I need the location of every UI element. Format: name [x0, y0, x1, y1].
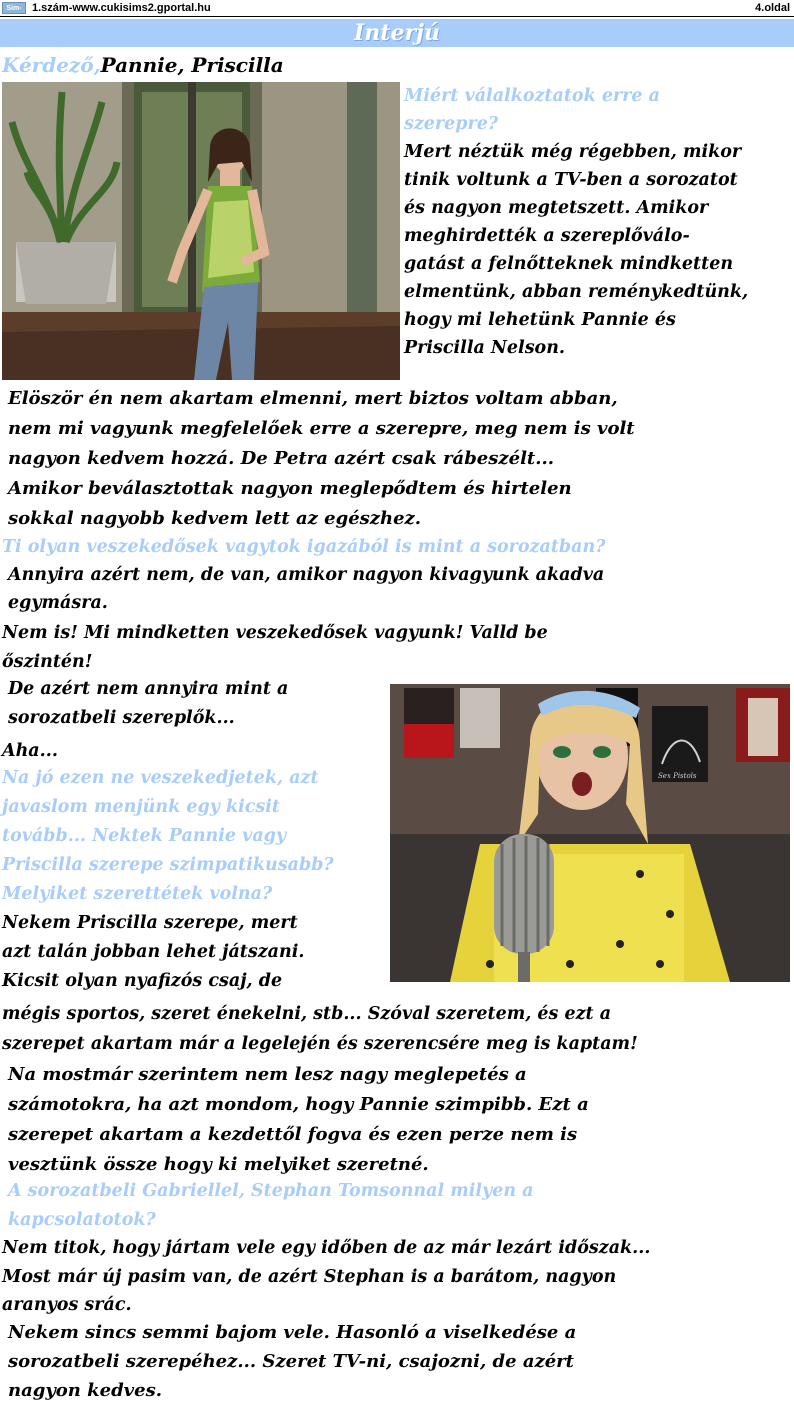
answer-3-line-1: Annyira azért nem, de van, amikor nagyon kivagyunk akadva: [8, 565, 605, 585]
question-4-line-1: A sorozatbeli Gabriellel, Stephan Tomsonnal milyen a: [8, 1181, 534, 1201]
answer-1-line-1: Mert néztük még régebben, mikor: [404, 142, 742, 162]
answer-7-line-2: azt talán jobban lehet játszani.: [2, 942, 305, 962]
question-4-line-2: kapcsolatotok?: [8, 1210, 156, 1230]
photo-girl-dancing: [2, 82, 400, 380]
answer-9-line-2: Most már új pasim van, de azért Stephan is a barátom, nagyon: [2, 1267, 617, 1287]
page-number: 4.oldal: [755, 2, 790, 14]
answer-10-line-1: Nekem sincs semmi bajom vele. Hasonló a viselkedése a: [8, 1322, 577, 1343]
answer-2-line-4: Amikor beválasztottak nagyon meglepődtem és hirtelen: [8, 478, 572, 499]
question-1-line-2: szerepre?: [404, 114, 499, 134]
header-divider: [0, 16, 794, 17]
question-3-line-5: Melyiket szerettétek volna?: [2, 884, 273, 904]
page-title: Interjú: [0, 19, 794, 47]
answer-1-line-6: elmentünk, abban reménykedtünk,: [404, 282, 749, 302]
answer-6: Aha...: [2, 741, 58, 761]
answer-9-line-1: Nem titok, hogy jártam vele egy időben de az már lezárt időszak...: [2, 1238, 651, 1258]
answer-8-line-3: szerepet akartam a kezdettől fogva és ezen perze nem is: [8, 1124, 578, 1145]
answer-7-line-1: Nekem Priscilla szerepe, mert: [2, 913, 298, 933]
poster-text: Sex Pistols: [658, 772, 697, 780]
photo-girl-singing-microphone: [390, 684, 790, 982]
question-3-line-1: Na jó ezen ne veszekedjetek, azt: [2, 768, 319, 788]
answer-2-line-3: nagyon kedvem hozzá. De Petra azért csak rábeszélt...: [8, 448, 555, 469]
answer-4-line-1: Nem is! Mi mindketten veszekedősek vagyunk! Valld be: [2, 623, 548, 643]
answer-1-line-2: tinik voltunk a TV-ben a sorozatot: [404, 170, 738, 190]
answer-5-line-1: De azért nem annyira mint a: [8, 679, 289, 699]
answer-10-line-2: sorozatbeli szerepéhez... Szeret TV-ni, csajozni, de azért: [8, 1351, 574, 1372]
question-2: Ti olyan veszekedősek vagytok igazából is mint a sorozatban?: [2, 537, 606, 557]
question-3-line-2: javaslom menjünk egy kicsit: [2, 797, 280, 817]
answer-2-line-1: Elöször én nem akartam elmenni, mert biztos voltam abban,: [8, 388, 618, 409]
answer-5-line-2: sorozatbeli szereplők...: [8, 708, 235, 728]
answer-7-line-3: Kicsit olyan nyafizós csaj, de: [2, 971, 283, 991]
answer-1-line-5: gatást a felnőtteknek mindketten: [404, 254, 734, 274]
answer-7-line-4: mégis sportos, szeret énekelni, stb... Szóval szeretem, és ezt a: [2, 1004, 612, 1024]
question-3-line-4: Priscilla szerepe szimpatikusabb?: [2, 855, 334, 875]
answer-8-line-1: Na mostmár szerintem nem lesz nagy meglepetés a: [8, 1064, 527, 1085]
answer-8-line-4: vesztünk össze hogy ki melyiket szeretné.: [8, 1154, 429, 1175]
site-logo: Sim-: [2, 2, 26, 14]
answer-1-line-3: és nagyon megtetszett. Amikor: [404, 198, 709, 218]
site-address: 1.szám-www.cukisims2.gportal.hu: [32, 2, 211, 14]
answer-4-line-2: őszintén!: [2, 652, 93, 672]
question-1-line-1: Miért válalkoztatok erre a: [404, 86, 660, 106]
question-3-line-3: tovább... Nektek Pannie vagy: [2, 826, 287, 846]
answer-2-line-2: nem mi vagyunk megfelelőek erre a szerepre, meg nem is volt: [8, 418, 635, 439]
answer-1-line-8: Priscilla Nelson.: [404, 338, 566, 358]
answer-7-line-5: szerepet akartam már a legelején és szerencsére meg is kaptam!: [2, 1034, 638, 1054]
answer-1-line-4: meghirdették a szereplőválo-: [404, 226, 690, 246]
answer-2-line-5: sokkal nagyobb kedvem lett az egészhez.: [8, 508, 422, 529]
answer-9-line-3: aranyos srác.: [2, 1295, 132, 1315]
byline-interviewer: Kérdező,: [2, 53, 101, 77]
byline: [2, 51, 284, 79]
answer-1-line-7: hogy mi lehetünk Pannie és: [404, 310, 676, 330]
answer-10-line-3: nagyon kedves.: [8, 1380, 162, 1401]
byline-subjects: Pannie, Priscilla: [100, 53, 284, 77]
answer-8-line-2: számotokra, ha azt mondom, hogy Pannie szimpibb. Ezt a: [8, 1094, 589, 1115]
answer-3-line-2: egymásra.: [8, 593, 108, 613]
